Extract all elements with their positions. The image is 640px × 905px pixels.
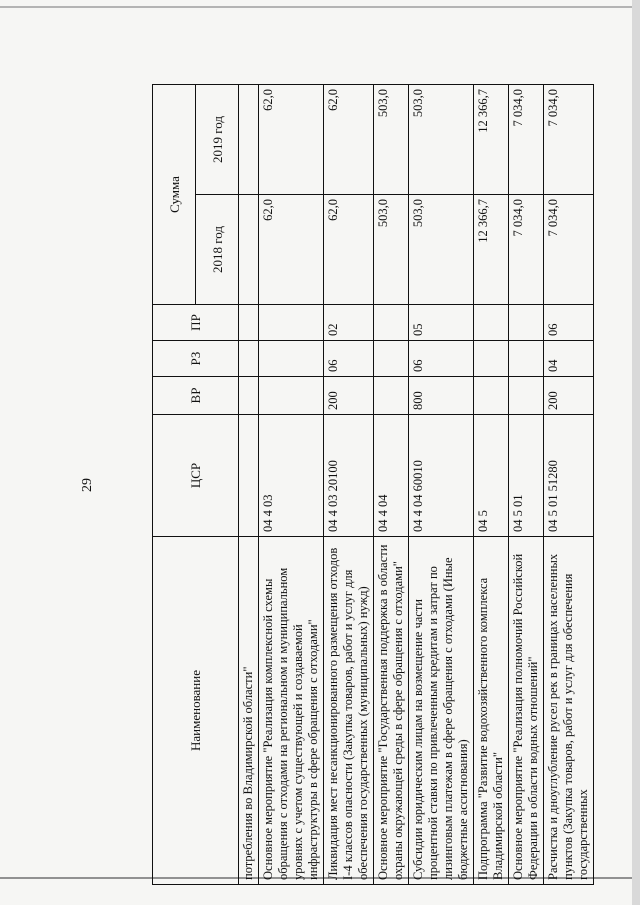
cell-csr: 04 4 04 60010 (409, 415, 474, 537)
header-rz: РЗ (153, 341, 239, 377)
cell-2018: 7 034,0 (544, 195, 594, 305)
header-2018: 2018 год (196, 195, 239, 305)
table-row (474, 85, 509, 885)
scan-edge-right (632, 0, 640, 905)
table-row (509, 85, 544, 885)
cell-pr: 05 (409, 305, 474, 341)
cell-2019 (239, 85, 259, 195)
cell-2019: 12 366,7 (474, 85, 509, 195)
table-row (239, 85, 259, 885)
rotated-content (80, 85, 608, 885)
table-row (259, 85, 324, 885)
cell-name: Основное мероприятие "Реализация комплексной схемы обращения с отходами на региональном и муниципальном уровнях с учетом существующей и создаваемой инфраструктуры в сфере обращения с отходами" (259, 537, 324, 885)
cell-2019: 7 034,0 (544, 85, 594, 195)
header-name: Наименование (153, 537, 239, 885)
cell-2018: 503,0 (374, 195, 409, 305)
cell-2018 (239, 195, 259, 305)
cell-vr: 200 (544, 377, 594, 415)
cell-rz: 06 (324, 341, 374, 377)
cell-2018: 503,0 (409, 195, 474, 305)
cell-pr (239, 305, 259, 341)
header-row-1 (153, 85, 196, 885)
cell-2019: 503,0 (409, 85, 474, 195)
header-vr: ВР (153, 377, 239, 415)
cell-csr: 04 5 01 51280 (544, 415, 594, 537)
header-2019: 2019 год (196, 85, 239, 195)
cell-pr: 06 (544, 305, 594, 341)
cell-2018: 62,0 (259, 195, 324, 305)
cell-csr: 04 4 04 (374, 415, 409, 537)
cell-vr (509, 377, 544, 415)
budget-table (152, 84, 594, 885)
cell-2019: 62,0 (324, 85, 374, 195)
cell-name: Субсидии юридическим лицам на возмещение части процентной ставки по привлеченным кредитам и затрат по лизинговым платежам в сфере обращения с отходами (Иные бюджетные ассигнования) (409, 537, 474, 885)
cell-rz (239, 341, 259, 377)
cell-pr: 02 (324, 305, 374, 341)
cell-2018: 62,0 (324, 195, 374, 305)
cell-csr (239, 415, 259, 537)
cell-pr (474, 305, 509, 341)
header-sum: Сумма (153, 85, 196, 305)
cell-csr: 04 5 (474, 415, 509, 537)
cell-pr (259, 305, 324, 341)
cell-2018: 12 366,7 (474, 195, 509, 305)
cell-rz (509, 341, 544, 377)
cell-name: Подпрограмма "Развитие водохозяйственного комплекса Владимирской области" (474, 537, 509, 885)
header-pr: ПР (153, 305, 239, 341)
cell-vr: 800 (409, 377, 474, 415)
cell-rz (259, 341, 324, 377)
cell-vr (259, 377, 324, 415)
cell-2019: 62,0 (259, 85, 324, 195)
cell-rz: 04 (544, 341, 594, 377)
cell-name: потребления во Владимирской области" (239, 537, 259, 885)
cell-2019: 7 034,0 (509, 85, 544, 195)
table-row (374, 85, 409, 885)
page-number: 29 (80, 478, 95, 492)
cell-csr: 04 4 03 (259, 415, 324, 537)
table-row (324, 85, 374, 885)
cell-vr (374, 377, 409, 415)
cell-csr: 04 4 03 20100 (324, 415, 374, 537)
cell-rz: 06 (409, 341, 474, 377)
cell-name: Основное мероприятие "Реализация полномочий Российской Федерации в области водных отношений" (509, 537, 544, 885)
header-csr: ЦСР (153, 415, 239, 537)
cell-csr: 04 5 01 (509, 415, 544, 537)
cell-pr (374, 305, 409, 341)
cell-2019: 503,0 (374, 85, 409, 195)
cell-rz (374, 341, 409, 377)
table-row (544, 85, 594, 885)
cell-vr (474, 377, 509, 415)
scan-edge-top (0, 6, 640, 8)
cell-pr (509, 305, 544, 341)
cell-name: Основное мероприятие "Государственная поддержка в области охраны окружающей среды в сфере обращения с отходами" (374, 537, 409, 885)
cell-name: Ликвидация мест несанкционированного размещения отходов I-4 классов опасности (Закупка товаров, работ и услуг для обеспечения государственных (муниципальных) нужд) (324, 537, 374, 885)
cell-vr: 200 (324, 377, 374, 415)
cell-name: Расчистка и дноуглубление русел рек в границах населенных пунктов (Закупка товаров, работ и услуг для обеспечения государственных (544, 537, 594, 885)
table-row (409, 85, 474, 885)
cell-rz (474, 341, 509, 377)
cell-2018: 7 034,0 (509, 195, 544, 305)
cell-vr (239, 377, 259, 415)
